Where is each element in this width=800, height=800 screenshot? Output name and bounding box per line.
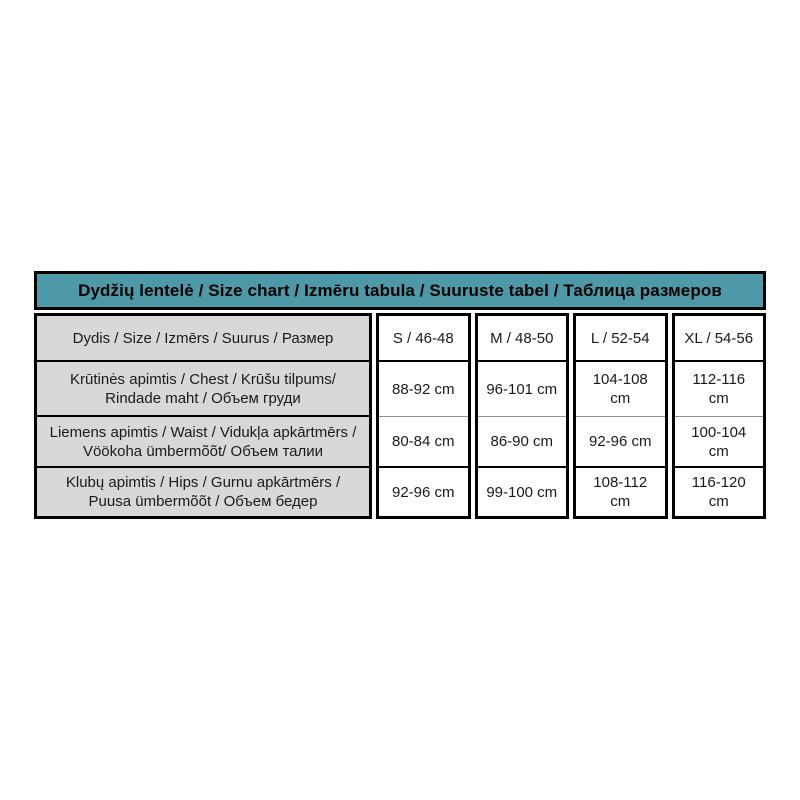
cell-waist-l: 92-96 cm [576,417,665,468]
size-chart-title: Dydžių lentelė / Size chart / Izmēru tabula / Suuruste tabel / Таблица размеров [34,271,766,310]
size-chart-table [34,271,766,519]
cell-size-xl: XL / 54-56 [675,316,764,362]
column-size-s [376,313,471,519]
column-size-xl [672,313,767,519]
cell-chest-s: 88-92 cm [379,362,468,417]
cell-size-l: L / 52-54 [576,316,665,362]
column-size-m [475,313,570,519]
cell-size-s: S / 46-48 [379,316,468,362]
cell-chest-m: 96-101 cm [478,362,567,417]
row-label-size: Dydis / Size / Izmērs / Suurus / Размер [37,316,369,362]
cell-waist-s: 80-84 cm [379,417,468,468]
cell-size-m: M / 48-50 [478,316,567,362]
cell-hips-l: 108-112 cm [593,474,648,510]
row-label-waist: Liemens apimtis / Waist / Vidukļa apkārtmērs / Vöökoha ümbermõõt/ Объем талии [37,417,369,468]
column-size-l [573,313,668,519]
row-label-chest: Krūtinės apimtis / Chest / Krūšu tilpums/ Rindade maht / Объем груди [37,362,369,417]
size-chart-body [34,313,766,519]
cell-waist-m: 86-90 cm [478,417,567,468]
row-label-hips: Klubų apimtis / Hips / Gurnu apkārtmērs / Puusa ümbermõõt / Объем бедер [65,474,341,510]
cell-hips-xl: 116-120 cm [691,474,746,510]
cell-chest-xl: 112-116 cm [675,362,764,417]
cell-waist-xl: 100-104 cm [675,417,764,468]
cell-hips-m: 99-100 cm [486,483,558,501]
cell-hips-s: 92-96 cm [391,483,455,501]
label-column [34,313,372,519]
cell-chest-l: 104-108 cm [576,362,665,417]
